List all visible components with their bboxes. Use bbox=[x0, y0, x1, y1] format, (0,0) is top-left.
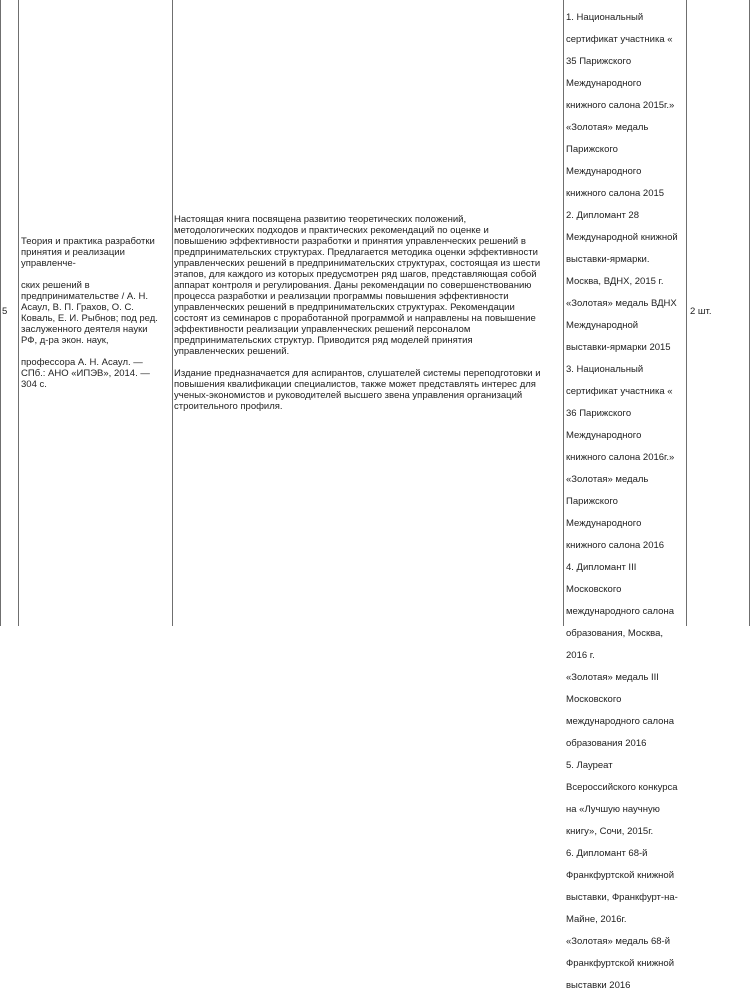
award-line: Московского bbox=[566, 694, 622, 705]
book-line: Теория и практика разработки bbox=[21, 236, 155, 247]
book-line-gap bbox=[21, 269, 166, 280]
book-line: управленче- bbox=[21, 258, 76, 269]
award-line: Международного bbox=[566, 430, 642, 441]
award-line: «Золотая» медаль ВДНХ bbox=[566, 298, 677, 309]
award-entry bbox=[566, 760, 686, 837]
book-line: РФ, д-ра экон. наук, bbox=[21, 335, 109, 346]
award-line: сертификат участника « bbox=[566, 34, 673, 45]
award-line: 35 Парижского bbox=[566, 56, 632, 67]
description-line: повышению эффективности разработки и принятия управленческих решений в bbox=[174, 236, 526, 247]
award-line: Майне, 2016г. bbox=[566, 914, 627, 925]
award-line: книгу», Сочи, 2015г. bbox=[566, 826, 654, 837]
description-line: ученых-экономистов и руководителей высшего звена управления организаций bbox=[174, 390, 523, 401]
book-line: Коваль, Е. И. Рыбнов; под ред. bbox=[21, 313, 158, 324]
award-line: 1. Национальный bbox=[566, 12, 644, 23]
book-line: предпринимательстве / А. Н. bbox=[21, 291, 149, 302]
award-line: сертификат участника « bbox=[566, 386, 673, 397]
description-line: Настоящая книга посвящена развитию теоретических положений, bbox=[174, 214, 467, 225]
award-line: образования, Москва, bbox=[566, 628, 663, 639]
award-line: выставки-ярмарки 2015 bbox=[566, 342, 671, 353]
description-line: управленческих решений. bbox=[174, 346, 290, 357]
award-line: 6. Дипломант 68-й bbox=[566, 848, 648, 859]
award-line: «Золотая» медаль III bbox=[566, 672, 659, 683]
quantity-value: 2 шт. bbox=[690, 306, 712, 317]
description-line: предпринимательских структур. Приводится ряд моделей принятия bbox=[174, 335, 473, 346]
awards-cell bbox=[566, 12, 686, 1002]
award-line: Москва, ВДНХ, 2015 г. bbox=[566, 276, 664, 287]
award-line: Международного bbox=[566, 166, 642, 177]
description-line: предпринимательских структурах. Предлагается методика оценки эффективности bbox=[174, 247, 538, 258]
description-paragraph bbox=[174, 214, 560, 357]
table-border-col1 bbox=[18, 0, 19, 626]
row-number-cell bbox=[2, 306, 16, 317]
description-line: методологических подходов и практических рекомендаций по оценке и bbox=[174, 225, 489, 236]
award-line: «Золотая» медаль 68-й bbox=[566, 936, 671, 947]
award-entry bbox=[566, 936, 686, 991]
award-line: 36 Парижского bbox=[566, 408, 632, 419]
award-entry bbox=[566, 364, 686, 463]
award-line: книжного салона 2015г.» bbox=[566, 100, 675, 111]
table-border-right bbox=[749, 0, 750, 626]
award-line: книжного салона 2015 bbox=[566, 188, 665, 199]
description-line: Издание предназначается для аспирантов, слушателей системы переподготовки и bbox=[174, 368, 541, 379]
award-line: международного салона bbox=[566, 716, 674, 727]
award-line: выставки 2016 bbox=[566, 980, 631, 991]
book-line: ских решений в bbox=[21, 280, 90, 291]
table-border-left bbox=[0, 0, 1, 626]
award-entry bbox=[566, 12, 686, 111]
award-entry bbox=[566, 848, 686, 925]
book-description-cell bbox=[174, 214, 560, 412]
description-line: этапов, для каждого из которых предусмотрен ряд шагов, представляющая собой bbox=[174, 269, 537, 280]
row-number: 5 bbox=[2, 306, 8, 317]
award-line: книжного салона 2016г.» bbox=[566, 452, 675, 463]
book-line: профессора А. Н. Асаул. — bbox=[21, 357, 143, 368]
award-entry bbox=[566, 672, 686, 749]
award-line: «Золотая» медаль bbox=[566, 474, 649, 485]
award-entry bbox=[566, 254, 686, 287]
book-line: Асаул, В. П. Грахов, О. С. bbox=[21, 302, 134, 313]
award-line: 3. Национальный bbox=[566, 364, 644, 375]
description-line: эффективности реализации управленческих решений персоналом bbox=[174, 324, 471, 335]
book-line: заслуженного деятеля науки bbox=[21, 324, 148, 335]
description-line: строительного профиля. bbox=[174, 401, 283, 412]
quantity-cell bbox=[690, 306, 748, 317]
award-line: международного салона bbox=[566, 606, 674, 617]
award-line: на «Лучшую научную bbox=[566, 804, 660, 815]
table-border-col3 bbox=[563, 0, 564, 626]
award-entry bbox=[566, 298, 686, 353]
award-entry bbox=[566, 474, 686, 551]
award-line: 2016 г. bbox=[566, 650, 595, 661]
book-line: СПб.: АНО «ИПЭВ», 2014. — bbox=[21, 368, 150, 379]
book-citation-cell bbox=[21, 236, 166, 390]
description-line: процесса разработки и реализации программы повышения эффективности bbox=[174, 291, 509, 302]
award-line: образования 2016 bbox=[566, 738, 647, 749]
award-line: книжного салона 2016 bbox=[566, 540, 665, 551]
book-line: принятия и реализации bbox=[21, 247, 125, 258]
award-line: «Золотая» медаль bbox=[566, 122, 649, 133]
award-line: Парижского bbox=[566, 144, 618, 155]
award-line: Международной bbox=[566, 320, 639, 331]
award-entry bbox=[566, 210, 686, 243]
book-line-gap bbox=[21, 346, 166, 357]
award-line: Международной книжной bbox=[566, 232, 678, 243]
description-line: аппарат контроля и регулирования. Даны рекомендации по совершенствованию bbox=[174, 280, 532, 291]
award-line: Московского bbox=[566, 584, 622, 595]
award-line: 4. Дипломант III bbox=[566, 562, 637, 573]
description-line: повышения квалификации специалистов, также может представлять интерес для bbox=[174, 379, 536, 390]
award-line: выставки, Франкфурт-на- bbox=[566, 892, 678, 903]
award-line: выставки-ярмарки. bbox=[566, 254, 650, 265]
table-border-col4 bbox=[686, 0, 687, 626]
award-line: Франкфуртской книжной bbox=[566, 958, 675, 969]
award-entry bbox=[566, 562, 686, 661]
description-paragraph bbox=[174, 368, 560, 412]
book-line: 304 с. bbox=[21, 379, 47, 390]
award-line: Франкфуртской книжной bbox=[566, 870, 675, 881]
award-line: 2. Дипломант 28 bbox=[566, 210, 639, 221]
description-line: состоят из семинаров с проработанной программой и направлены на повышение bbox=[174, 313, 536, 324]
table-border-col2 bbox=[172, 0, 173, 626]
award-line: 5. Лауреат bbox=[566, 760, 613, 771]
award-line: Международного bbox=[566, 78, 642, 89]
award-line: Всероссийского конкурса bbox=[566, 782, 678, 793]
description-line: управленческих решений в предпринимательских структурах. Рекомендации bbox=[174, 302, 515, 313]
award-entry bbox=[566, 122, 686, 199]
description-line: управленческих решений в предпринимательских структурах, состоящая из шести bbox=[174, 258, 541, 269]
award-line: Парижского bbox=[566, 496, 618, 507]
award-line: Международного bbox=[566, 518, 642, 529]
